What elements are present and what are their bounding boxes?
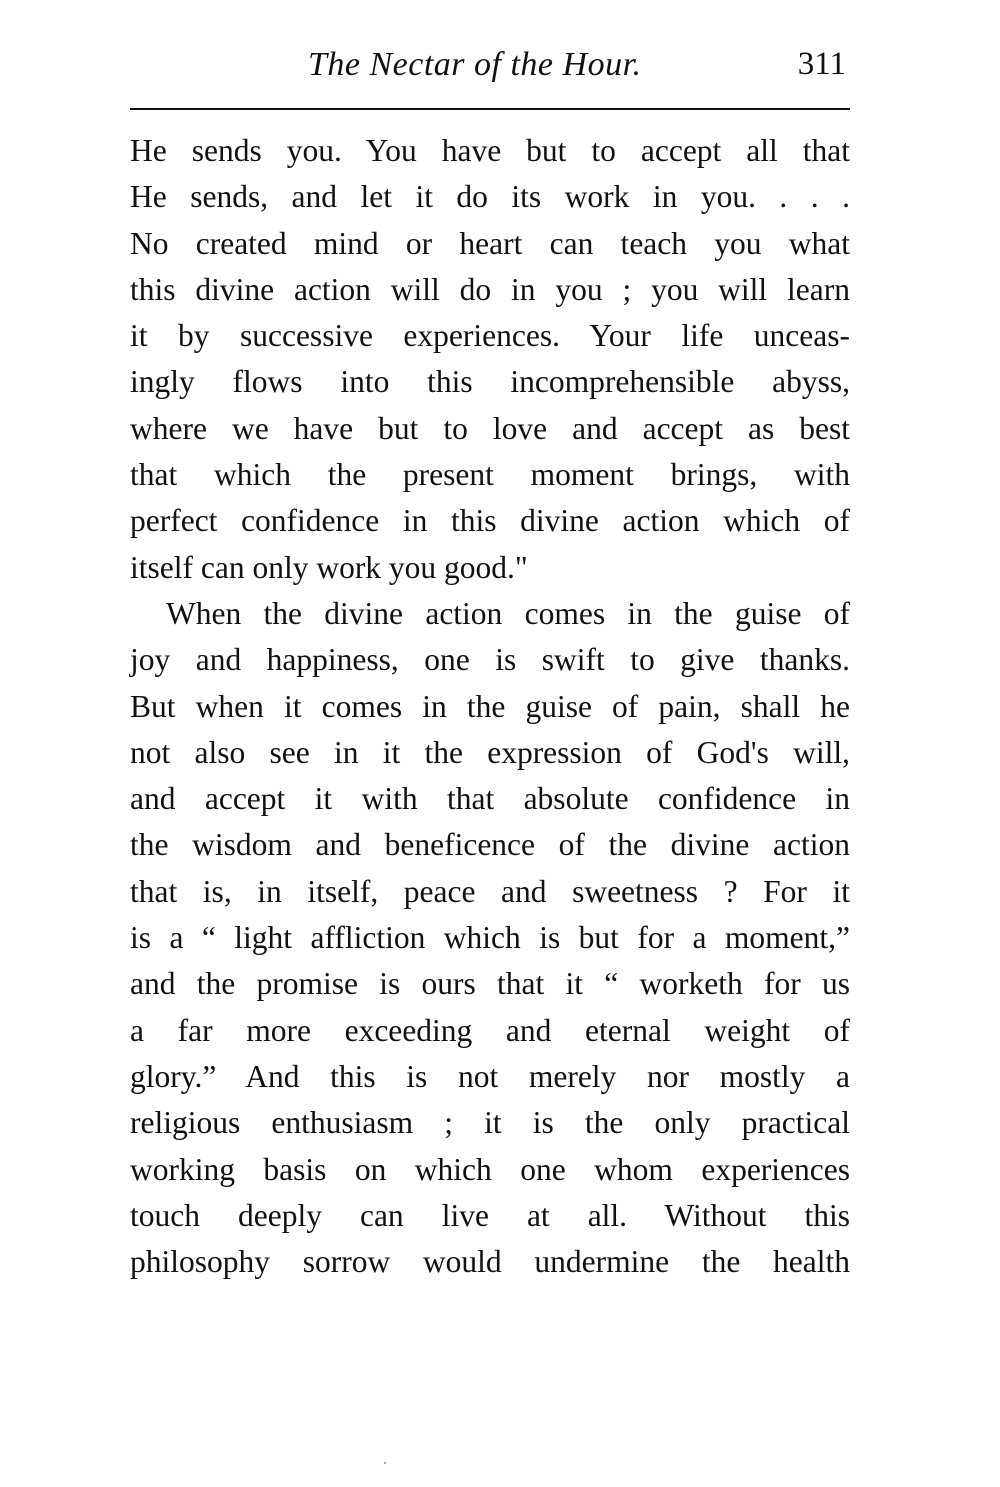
text-line: He sends you. You have but to accept all that bbox=[130, 133, 850, 168]
text-line: He sends, and let it do its work in you. . . . bbox=[130, 179, 850, 215]
text-line: ingly flows into this incomprehensible abyss, bbox=[130, 364, 850, 400]
page-number: 311 bbox=[797, 46, 846, 82]
text-line: No created mind or heart can teach you what bbox=[130, 225, 850, 261]
text-line: is a “ light affliction which is but for a moment,” bbox=[130, 920, 850, 956]
text-line: perfect confidence in this divine action which of bbox=[130, 503, 850, 539]
text-line: this divine action will do in you ; you will learn bbox=[130, 271, 850, 307]
text-line: When the divine action comes in the guise of bbox=[166, 595, 850, 631]
text-line: But when it comes in the guise of pain, shall he bbox=[130, 688, 850, 724]
text-line: touch deeply can live at all. Without this bbox=[130, 1197, 850, 1233]
text-line: it by successive experiences. Your life unceas- bbox=[130, 318, 850, 354]
text-line: that is, in itself, peace and sweetness ? For it bbox=[130, 873, 850, 909]
text-line: itself can only work you good." bbox=[130, 549, 528, 585]
print-speck bbox=[384, 1462, 386, 1464]
body-text bbox=[130, 128, 850, 1285]
text-line: philosophy sorrow would undermine the health bbox=[130, 1244, 850, 1280]
text-line: a far more exceeding and eternal weight of bbox=[130, 1012, 850, 1048]
text-line: glory.” And this is not merely nor mostly a bbox=[130, 1058, 850, 1094]
text-line: and accept it with that absolute confidence in bbox=[130, 781, 850, 817]
running-title: The Nectar of the Hour. bbox=[308, 46, 642, 83]
text-line: religious enthusiasm ; it is the only practical bbox=[130, 1105, 850, 1141]
text-line: the wisdom and beneficence of the divine action bbox=[130, 827, 850, 863]
text-line: and the promise is ours that it “ worketh for us bbox=[130, 966, 850, 1002]
running-header bbox=[130, 40, 850, 100]
text-line: where we have but to love and accept as best bbox=[130, 410, 850, 446]
text-line: joy and happiness, one is swift to give thanks. bbox=[130, 642, 850, 678]
text-line: that which the present moment brings, with bbox=[130, 457, 850, 493]
header-rule bbox=[130, 108, 850, 110]
text-line: working basis on which one whom experiences bbox=[130, 1151, 850, 1187]
text-line: not also see in it the expression of God's will, bbox=[130, 734, 850, 770]
